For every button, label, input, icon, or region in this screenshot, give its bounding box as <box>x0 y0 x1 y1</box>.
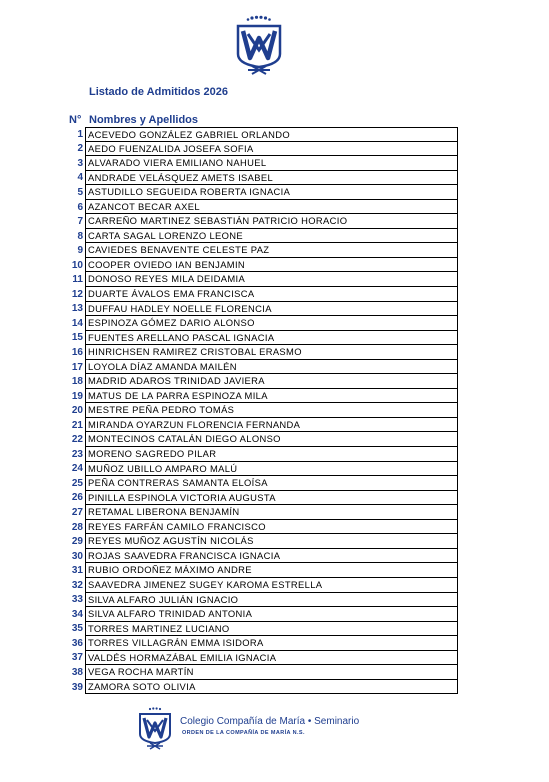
row-number: 7 <box>77 216 83 228</box>
row-number: 26 <box>71 492 83 504</box>
row-number: 2 <box>77 143 83 155</box>
list-item <box>68 403 458 418</box>
list-item <box>68 331 458 346</box>
list-item <box>68 549 458 564</box>
row-number: 35 <box>71 623 83 635</box>
row-number: 31 <box>71 565 83 577</box>
row-number: 9 <box>77 245 83 257</box>
student-name: DONOSO REYES MILA DEIDAMIA <box>85 272 458 287</box>
list-item <box>68 432 458 447</box>
row-number: 6 <box>77 201 83 213</box>
row-number: 16 <box>71 346 83 358</box>
student-name: ACEVEDO GONZÁLEZ GABRIEL ORLANDO <box>85 127 458 142</box>
student-name: ALVARADO VIERA EMILIANO NAHUEL <box>85 156 458 171</box>
student-name: MONTECINOS CATALÁN DIEGO ALONSO <box>85 432 458 447</box>
row-number: 32 <box>71 579 83 591</box>
list-item <box>68 607 458 622</box>
student-name: CAVIEDES BENAVENTE CELESTE PAZ <box>85 243 458 258</box>
name-column-header: Nombres y Apellidos <box>89 114 199 126</box>
list-item <box>68 258 458 273</box>
row-number: 13 <box>71 303 83 315</box>
list-item <box>68 636 458 651</box>
student-name: MESTRE PEÑA PEDRO TOMÁS <box>85 403 458 418</box>
student-name: CARREÑO MARTINEZ SEBASTIÁN PATRICIO HORACIO <box>85 214 458 229</box>
student-name: VEGA ROCHA MARTÍN <box>85 665 458 680</box>
list-item <box>68 563 458 578</box>
student-name: REYES FARFÁN CAMILO FRANCISCO <box>85 520 458 535</box>
student-name: DUARTE ÁVALOS EMA FRANCISCA <box>85 287 458 302</box>
list-item <box>68 418 458 433</box>
number-column-header: N° <box>69 114 82 126</box>
row-number: 4 <box>77 172 83 184</box>
list-item <box>68 127 458 142</box>
list-item <box>68 680 458 695</box>
row-number: 18 <box>71 376 83 388</box>
row-number: 3 <box>77 157 83 169</box>
row-number: 12 <box>71 288 83 300</box>
row-number: 8 <box>77 230 83 242</box>
list-item <box>68 345 458 360</box>
row-number: 30 <box>71 550 83 562</box>
list-item <box>68 389 458 404</box>
list-item <box>68 462 458 477</box>
student-name: ASTUDILLO SEGUEIDA ROBERTA IGNACIA <box>85 185 458 200</box>
list-item <box>68 665 458 680</box>
list-item <box>68 142 458 157</box>
footer <box>136 706 396 750</box>
student-name: SAAVEDRA JIMENEZ SUGEY KAROMA ESTRELLA <box>85 578 458 593</box>
list-item <box>68 214 458 229</box>
list-item <box>68 505 458 520</box>
student-name: HINRICHSEN RAMIREZ CRISTOBAL ERASMO <box>85 345 458 360</box>
student-name: AZANCOT BECAR AXEL <box>85 200 458 215</box>
student-name: ROJAS SAAVEDRA FRANCISCA IGNACIA <box>85 549 458 564</box>
list-item <box>68 156 458 171</box>
list-item <box>68 243 458 258</box>
student-name: MIRANDA OYARZUN FLORENCIA FERNANDA <box>85 418 458 433</box>
list-item <box>68 651 458 666</box>
student-name: RUBIO ORDOÑEZ MÁXIMO ANDRE <box>85 563 458 578</box>
list-item <box>68 200 458 215</box>
student-name: CARTA SAGAL LORENZO LEONE <box>85 229 458 244</box>
student-name: RETAMAL LIBERONA BENJAMÍN <box>85 505 458 520</box>
list-item <box>68 302 458 317</box>
list-item <box>68 287 458 302</box>
student-name: DUFFAU HADLEY NOELLE FLORENCIA <box>85 302 458 317</box>
list-item <box>68 491 458 506</box>
student-name: PEÑA CONTRERAS SAMANTA ELOÍSA <box>85 476 458 491</box>
student-name: ZAMORA SOTO OLIVIA <box>85 680 458 695</box>
list-item <box>68 374 458 389</box>
row-number: 19 <box>71 390 83 402</box>
row-number: 21 <box>71 419 83 431</box>
row-number: 15 <box>71 332 83 344</box>
list-item <box>68 185 458 200</box>
student-name: REYES MUÑOZ AGUSTÍN NICOLÁS <box>85 534 458 549</box>
student-name: SILVA ALFARO JULIÁN IGNACIO <box>85 593 458 608</box>
row-number: 34 <box>71 608 83 620</box>
row-number: 10 <box>71 259 83 271</box>
list-item <box>68 520 458 535</box>
row-number: 24 <box>71 463 83 475</box>
list-item <box>68 578 458 593</box>
student-name: MORENO SAGREDO PILAR <box>85 447 458 462</box>
row-number: 28 <box>71 521 83 533</box>
student-name: ANDRADE VELÁSQUEZ AMETS ISABEL <box>85 171 458 186</box>
row-number: 29 <box>71 536 83 548</box>
list-item <box>68 447 458 462</box>
student-name: COOPER OVIEDO IAN BENJAMIN <box>85 258 458 273</box>
row-number: 37 <box>71 652 83 664</box>
school-name: Colegio Compañía de María • Seminario <box>180 716 360 727</box>
student-name: TORRES MARTINEZ LUCIANO <box>85 622 458 637</box>
row-number: 23 <box>71 448 83 460</box>
student-name: ESPINOZA GÓMEZ DARIO ALONSO <box>85 316 458 331</box>
list-item <box>68 316 458 331</box>
student-name: AEDO FUENZALIDA JOSEFA SOFIA <box>85 142 458 157</box>
row-number: 33 <box>71 594 83 606</box>
list-item <box>68 229 458 244</box>
row-number: 38 <box>71 667 83 678</box>
list-item <box>68 272 458 287</box>
row-number: 1 <box>77 128 83 140</box>
crest-logo-icon <box>136 706 174 750</box>
list-item <box>68 171 458 186</box>
student-name: MATUS DE LA PARRA ESPINOZA MILA <box>85 389 458 404</box>
row-number: 39 <box>71 681 83 693</box>
student-name: MADRID ADAROS TRINIDAD JAVIERA <box>85 374 458 389</box>
row-number: 11 <box>72 274 83 286</box>
page-title: Listado de Admitidos 2026 <box>89 86 228 98</box>
list-item <box>68 622 458 637</box>
admitted-list <box>68 127 458 694</box>
student-name: LOYOLA DÍAZ AMANDA MAILÉN <box>85 360 458 375</box>
student-name: FUENTES ARELLANO PASCAL IGNACIA <box>85 331 458 346</box>
row-number: 27 <box>71 506 83 518</box>
crest-logo-icon <box>232 14 286 76</box>
row-number: 17 <box>71 361 83 373</box>
order-name: ORDEN DE LA COMPAÑÍA DE MARÍA N.S. <box>182 730 305 736</box>
row-number: 14 <box>71 317 83 329</box>
row-number: 22 <box>71 434 83 446</box>
student-name: TORRES VILLAGRÁN EMMA ISIDORA <box>85 636 458 651</box>
student-name: SILVA ALFARO TRINIDAD ANTONIA <box>85 607 458 622</box>
row-number: 36 <box>71 637 83 649</box>
list-item <box>68 534 458 549</box>
row-number: 5 <box>77 186 83 198</box>
list-item <box>68 360 458 375</box>
row-number: 20 <box>71 405 83 417</box>
student-name: PINILLA ESPINOLA VICTORIA AUGUSTA <box>85 491 458 506</box>
student-name: VALDÉS HORMAZÁBAL EMILIA IGNACIA <box>85 651 458 666</box>
list-item <box>68 593 458 608</box>
list-item <box>68 476 458 491</box>
row-number: 25 <box>71 477 83 489</box>
student-name: MUÑOZ UBILLO AMPARO MALÚ <box>85 462 458 477</box>
